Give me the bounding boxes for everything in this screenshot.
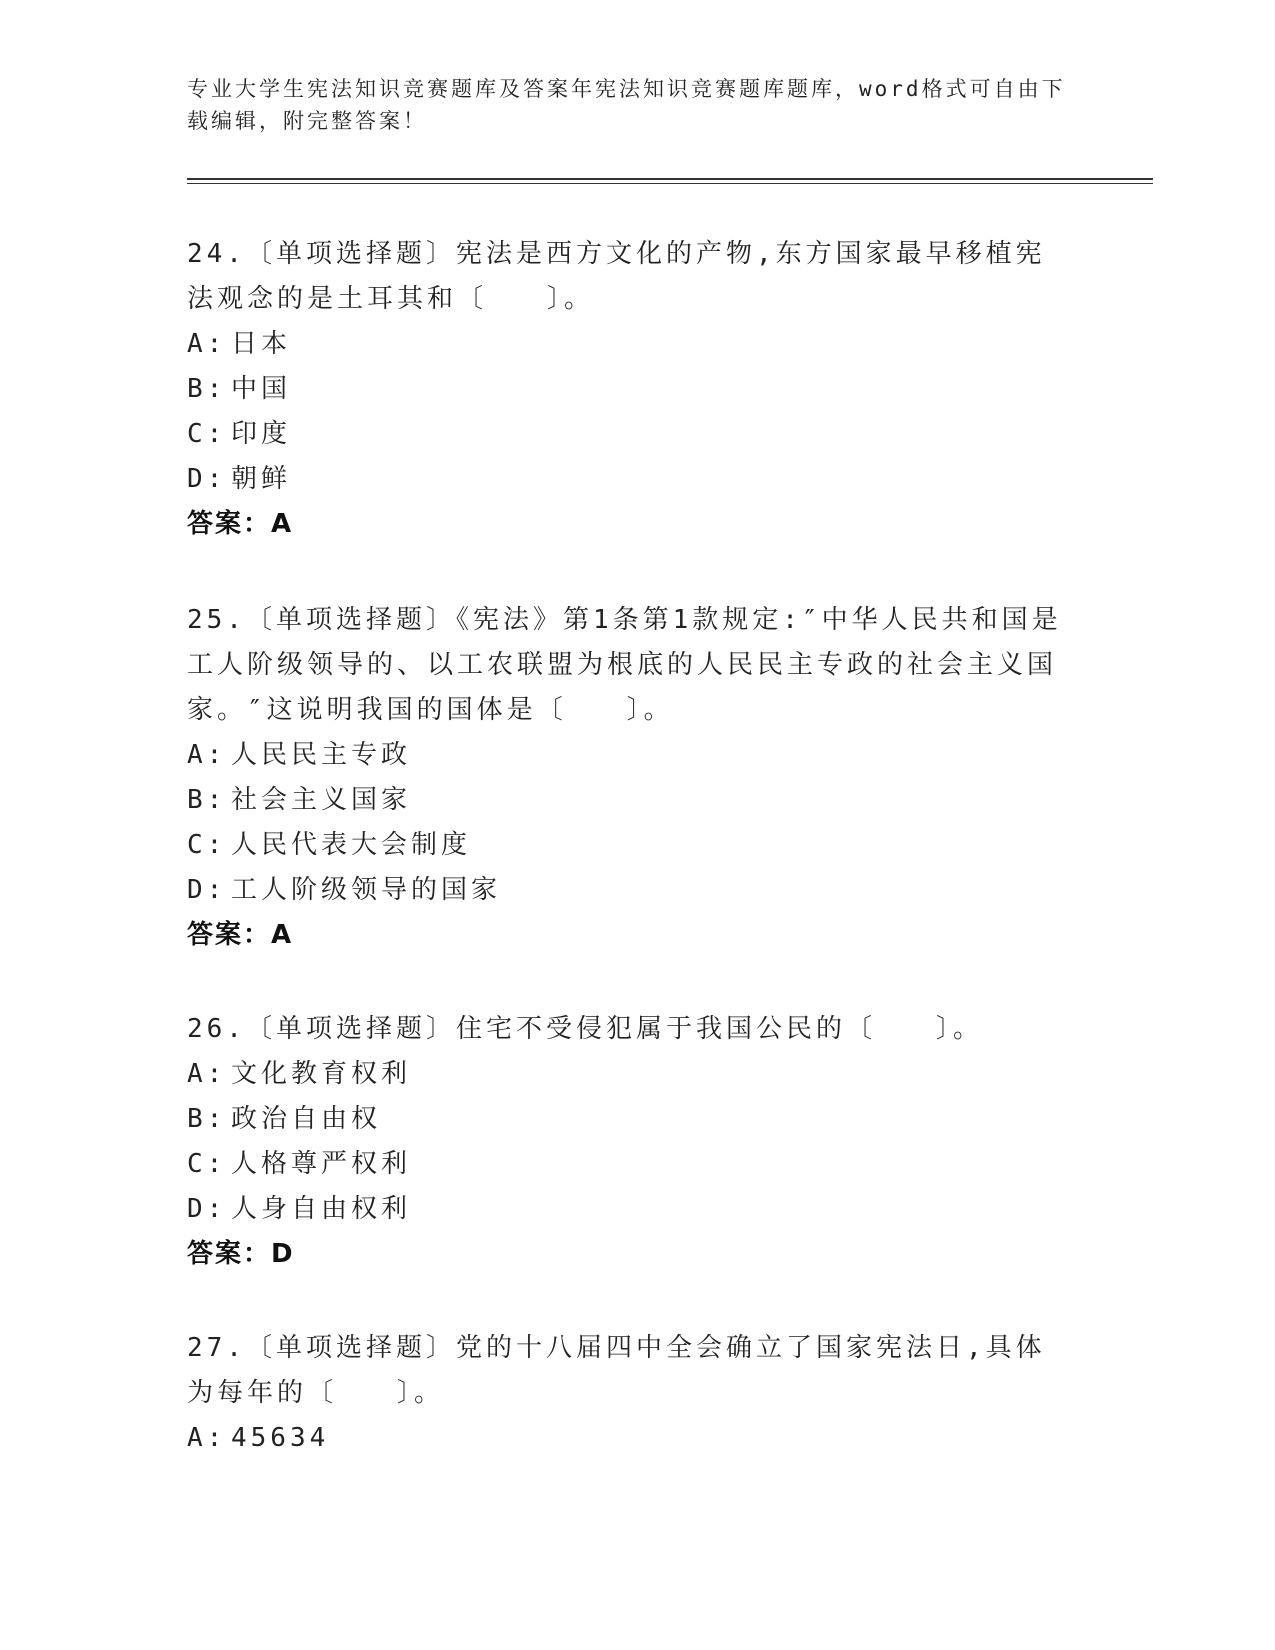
option-a [187,322,1067,367]
option-b [187,367,1067,412]
option-text: 45634 [231,1423,330,1453]
option-text: 文化教育权利 [231,1059,412,1089]
option-d [187,1187,1067,1232]
option-d [187,868,1067,913]
option-a [187,1052,1067,1097]
answer-line: 答案：D [187,1239,295,1269]
option-b [187,778,1067,823]
option-key: D: [187,464,227,494]
option-key: B: [187,785,227,815]
option-a [187,733,1067,778]
option-text: 朝鲜 [231,464,292,494]
question-stem: 24.〔单项选择题〕宪法是西方文化的产物,东方国家最早移植宪法观念的是土耳其和〔 〕。 [187,239,1046,314]
question-25 [187,598,1067,958]
question-stem: 26.〔单项选择题〕住宅不受侵犯属于我国公民的〔 〕。 [187,1014,983,1044]
option-key: D: [187,1194,227,1224]
answer-line: 答案：A [187,509,294,539]
answer-line: 答案：A [187,920,294,950]
option-key: C: [187,1149,227,1179]
header-divider-thin [187,183,1153,184]
option-c [187,412,1067,457]
question-27 [187,1326,1067,1461]
option-key: C: [187,830,227,860]
option-text: 日本 [231,329,292,359]
question-24 [187,232,1067,547]
option-text: 社会主义国家 [231,785,412,815]
option-text: 印度 [231,419,292,449]
option-c [187,1142,1067,1187]
option-d [187,457,1067,502]
option-key: A: [187,1059,227,1089]
option-key: A: [187,329,227,359]
option-key: A: [187,1423,227,1453]
option-text: 人民代表大会制度 [231,830,472,860]
option-b [187,1097,1067,1142]
option-text: 人身自由权利 [231,1194,412,1224]
option-text: 政治自由权 [231,1104,382,1134]
option-key: B: [187,1104,227,1134]
document-header: 专业大学生宪法知识竞赛题库及答案年宪法知识竞赛题库题库，word格式可自由下载编辑，附完整答案！ [187,77,1066,133]
option-key: B: [187,374,227,404]
question-26 [187,1007,1067,1277]
question-stem: 27.〔单项选择题〕党的十八届四中全会确立了国家宪法日,具体为每年的〔 〕。 [187,1333,1046,1408]
option-c [187,823,1067,868]
option-key: C: [187,419,227,449]
option-text: 中国 [231,374,292,404]
question-stem: 25.〔单项选择题〕《宪法》第1条第1款规定:″中华人民共和国是工人阶级领导的、以工农联盟为根底的人民民主专政的社会主义国家。″这说明我国的国体是〔 〕。 [187,605,1062,725]
option-text: 人格尊严权利 [231,1149,412,1179]
option-a [187,1416,1067,1461]
header-divider-thick [187,178,1153,180]
option-text: 人民民主专政 [231,740,412,770]
option-text: 工人阶级领导的国家 [231,875,502,905]
option-key: A: [187,740,227,770]
option-key: D: [187,875,227,905]
